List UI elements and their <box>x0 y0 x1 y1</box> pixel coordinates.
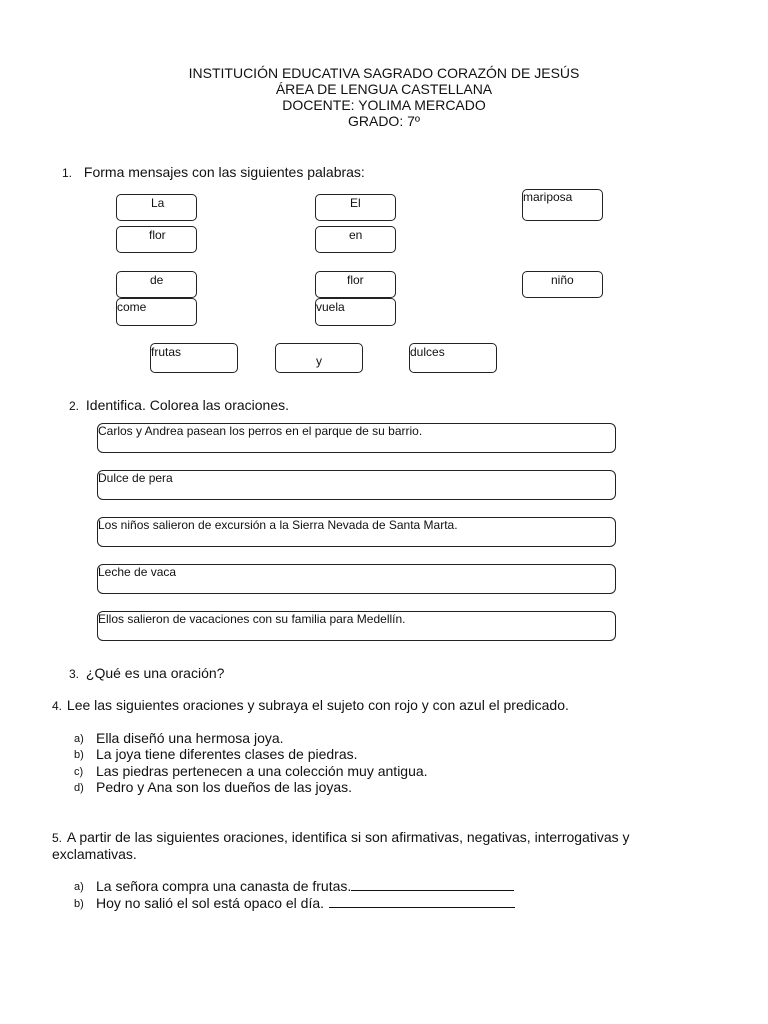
list-item-text: Ella diseñó una hermosa joya. <box>96 730 284 746</box>
sentence-box <box>97 423 616 453</box>
list-item <box>74 895 515 912</box>
word-box-text: en <box>349 228 363 242</box>
answer-blank[interactable] <box>351 878 514 891</box>
sentence-text: Ellos salieron de vacaciones con su familia para Medellín. <box>98 612 406 626</box>
word-box <box>116 226 197 253</box>
question-4 <box>52 697 569 715</box>
word-box <box>116 271 197 298</box>
word-box-text: flor <box>347 273 364 287</box>
word-box <box>409 343 497 373</box>
word-box <box>150 343 238 373</box>
sentence-box <box>97 564 616 594</box>
word-box <box>116 194 197 221</box>
question-3-text: ¿Qué es una oración? <box>85 665 225 681</box>
list-item <box>74 878 514 895</box>
word-box-text: vuela <box>316 300 345 314</box>
word-box-text: dulces <box>410 345 445 359</box>
question-3-number: 3. <box>69 667 80 681</box>
list-item-text: La joya tiene diferentes clases de piedras. <box>96 746 358 762</box>
question-1-number: 1. <box>62 166 73 180</box>
list-marker: b) <box>74 898 84 910</box>
subject-area: ÁREA DE LENGUA CASTELLANA <box>275 81 493 97</box>
list-item-text: Hoy no salió el sol está opaco el día. <box>96 895 325 911</box>
sentence-text: Carlos y Andrea pasean los perros en el parque de su barrio. <box>98 424 423 438</box>
word-box-text: El <box>350 196 361 210</box>
list-marker: a) <box>74 733 84 745</box>
word-box-text: flor <box>149 228 166 242</box>
word-box <box>315 298 396 326</box>
list-marker: b) <box>74 749 84 761</box>
sentence-box <box>97 611 616 641</box>
question-2-text: Identifica. Colorea las oraciones. <box>85 397 290 413</box>
word-box-text: niño <box>551 273 574 287</box>
question-5-number: 5. <box>52 831 63 845</box>
sentence-text: Dulce de pera <box>98 471 173 485</box>
word-box <box>315 271 396 298</box>
list-item-text: Pedro y Ana son los dueños de las joyas. <box>96 779 353 795</box>
list-marker: a) <box>74 881 84 893</box>
word-box <box>275 343 363 373</box>
question-4-text: Lee las siguientes oraciones y subraya el sujeto con rojo y con azul el predicado. <box>66 697 569 713</box>
list-item <box>74 763 428 780</box>
word-box-text: La <box>151 196 165 210</box>
question-1-text: Forma mensajes con las siguientes palabras: <box>83 164 365 180</box>
list-item <box>74 730 284 747</box>
sentence-text: Los niños salieron de excursión a la Sierra Nevada de Santa Marta. <box>98 518 458 532</box>
question-2-number: 2. <box>69 399 80 413</box>
question-3 <box>69 665 224 683</box>
word-box <box>315 194 396 221</box>
word-box <box>522 271 603 298</box>
word-box-text: de <box>150 273 164 287</box>
list-item <box>74 746 358 763</box>
word-box-text: y <box>316 354 322 368</box>
sentence-box <box>97 470 616 500</box>
question-5 <box>52 829 630 847</box>
word-box-text: mariposa <box>523 190 573 204</box>
list-item <box>74 779 353 796</box>
word-box <box>116 298 197 326</box>
answer-blank[interactable] <box>329 895 515 908</box>
question-5-text: A partir de las siguientes oraciones, identifica si son afirmativas, negativas, interrogativas y <box>66 829 630 845</box>
word-box <box>315 226 396 253</box>
teacher-name: DOCENTE: YOLIMA MERCADO <box>282 97 486 113</box>
question-5-text-continued: exclamativas. <box>52 846 137 862</box>
word-box-text: come <box>117 300 147 314</box>
question-2 <box>69 397 289 415</box>
grade: GRADO: 7º <box>347 113 421 129</box>
word-box <box>522 189 603 221</box>
list-marker: d) <box>74 782 84 794</box>
school-name: INSTITUCIÓN EDUCATIVA SAGRADO CORAZÓN DE JESÚS <box>188 65 580 81</box>
list-marker: c) <box>74 766 84 778</box>
question-1 <box>62 164 365 182</box>
question-4-number: 4. <box>52 699 63 713</box>
sentence-text: Leche de vaca <box>98 565 177 579</box>
word-box-text: frutas <box>151 345 182 359</box>
list-item-text: La señora compra una canasta de frutas. <box>96 878 352 894</box>
list-item-text: Las piedras pertenecen a una colección muy antigua. <box>96 763 428 779</box>
sentence-box <box>97 517 616 547</box>
